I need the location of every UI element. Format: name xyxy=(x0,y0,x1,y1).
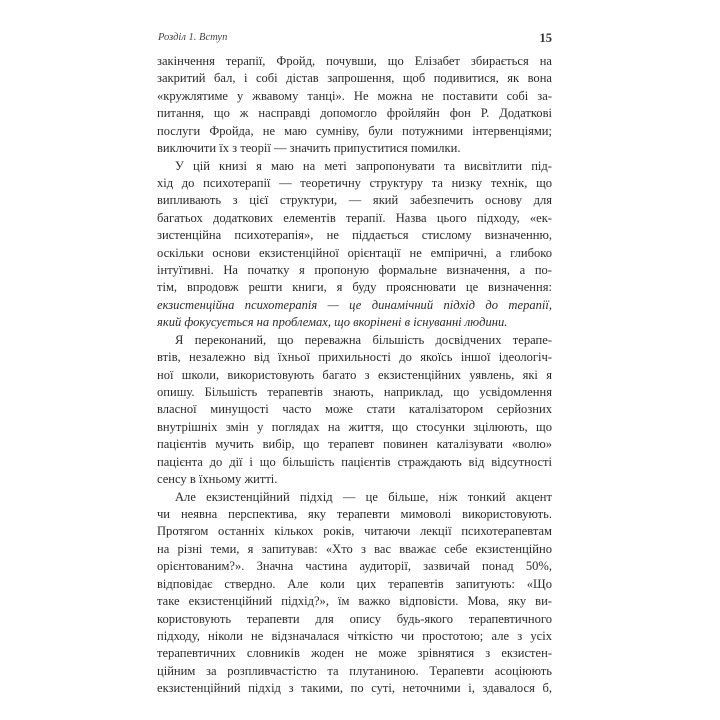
text-line: випливають з цієї структури, — який забезпечить основу для xyxy=(157,193,552,208)
running-head: Розділ 1. Вступ xyxy=(158,32,228,43)
text-line: опишу. Більшість терапевтів знають, наприклад, що усвідомлення xyxy=(157,385,552,400)
text-line: терапевтичних словників жоден не може зрівнятися з екзистен- xyxy=(157,646,552,661)
text-line: тім, впродовж решти книги, я буду прояснювати це визначення: xyxy=(157,280,552,295)
text-line: відповідає ствердно. Але коли цих терапевтів запитують: «Що xyxy=(157,576,552,591)
text-line: екзистенційна психотерапія — це динамічний підхід до терапії, xyxy=(157,297,552,312)
page-number: 15 xyxy=(539,31,552,45)
text-line: підходу, ніколи не відзначалася чіткістю чи простотою; але з усіх xyxy=(157,628,552,643)
text-line: користовують терапевти для опису будь-якого терапевтичного xyxy=(157,611,552,626)
text-line: багатьох додаткових елементів терапії. Назва цього підходу, «ек- xyxy=(157,210,552,225)
text-line: на різні теми, я запитував: «Хто з вас вважає себе екзистенційно xyxy=(157,541,552,556)
text-line: таке екзистенційний підхід?», їм важко відповісти. Мова, яку ви- xyxy=(157,594,552,609)
text-line: послуги Фройда, не маю сумніву, були потужними інтервенціями; xyxy=(157,123,552,138)
text-line: інтуїтивні. На початку я пропоную формальне визначення, а по- xyxy=(157,263,552,278)
text-line: питання, що ж насправді допомогло фройляйн фон Р. Додаткові xyxy=(157,106,552,121)
text-line: У цій книзі я маю на меті запропонувати та висвітлити під- xyxy=(175,158,552,173)
text-line: екзистенційний підхід з такими, по суті, неточними і, здавалося б, xyxy=(157,681,552,696)
text-line: Але екзистенційний підхід — це більше, ніж тонкий акцент xyxy=(175,489,552,504)
text-line: закритий бал, і собі дістав запрошення, щоб подивитися, як вона xyxy=(157,71,552,86)
text-line: Я переконаний, що переважна більшість досвідчених терапе- xyxy=(175,332,552,347)
body-text xyxy=(157,53,552,698)
text-line: пацієнта до дії і що більшість пацієнтів страждають від відсутності xyxy=(157,454,552,469)
text-line: чи неявна перспектива, яку терапевти мимоволі використовують. xyxy=(157,506,552,521)
text-line: який фокусується на проблемах, що вкорінені в існуванні людини. xyxy=(157,315,508,330)
text-line: власної минущості часто може стати каталізатором серйозних xyxy=(157,402,552,417)
text-line: ційним за розпливчастістю та плутаниною. Терапевти асоціюють xyxy=(157,663,552,678)
text-line: оскільки основи екзистенційної орієнтації не емпіричні, а глибоко xyxy=(157,245,552,260)
text-line: закінчення терапії, Фройд, почувши, що Елізабет збирається на xyxy=(157,54,552,68)
text-line: пацієнтів мучить вибір, що терапевт повинен каталізувати «волю» xyxy=(157,437,552,452)
text-line: хід до психотерапії — теоретичну структуру та низку технік, що xyxy=(157,175,552,190)
text-line: сенсу в їхньому житті. xyxy=(157,472,278,487)
page-header xyxy=(158,32,552,48)
text-line: виключити їх з теорії — значить припуститися помилки. xyxy=(157,141,461,156)
text-line: Протягом останніх кількох років, читаючи лекції психотерапевтам xyxy=(157,524,552,539)
text-line: внутрішніх змін у поглядах на життя, що стосунки зцілюють, що xyxy=(157,419,552,434)
text-line: втів, незалежно від їхньої прихильності до якоїсь іншої ідеологіч- xyxy=(157,350,552,365)
text-line: ної школи, використовують багато з екзистенційних уявлень, які я xyxy=(157,367,552,382)
text-line: зистенційна психотерапія», не піддається стислому визначенню, xyxy=(157,228,552,243)
text-line: «кружлятиме у жвавому танці». Не можна не поставити собі за- xyxy=(157,88,552,103)
text-line: орієнтованим?». Значна частина аудиторії, зазвичай понад 50%, xyxy=(157,559,552,574)
